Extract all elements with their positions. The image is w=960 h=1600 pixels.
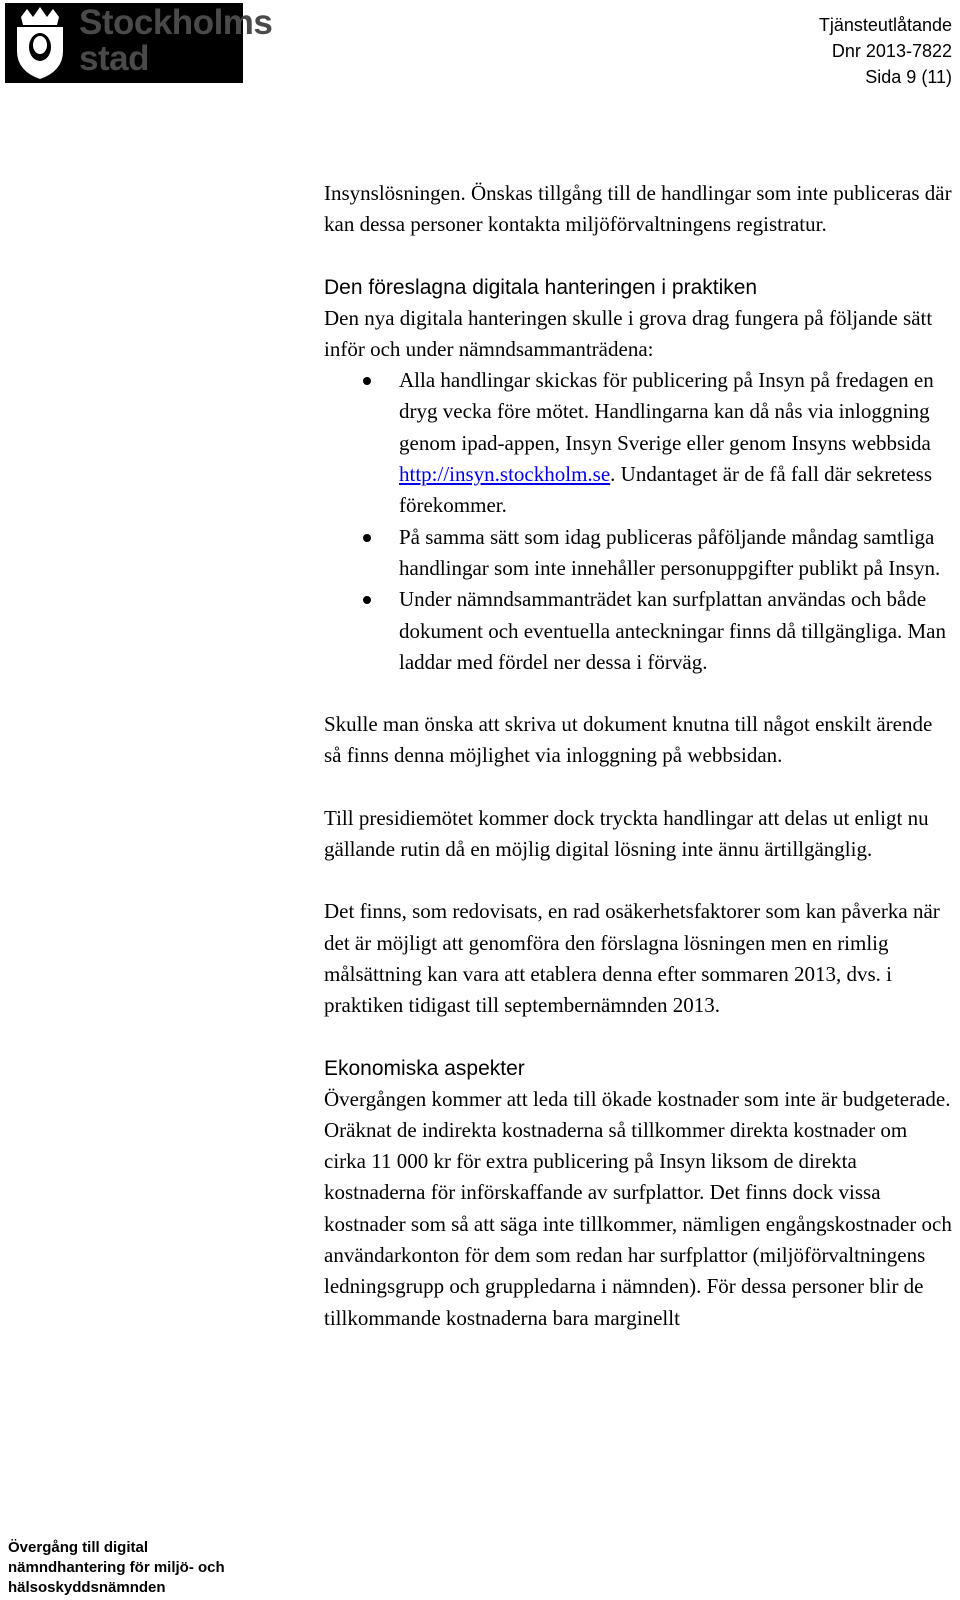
logo-wordmark: Stockholms stad (79, 3, 273, 78)
list-item: Alla handlingar skickas för publicering på Insyn på fredagen en dryg vecka före mötet. Handlingarna kan då nås via inloggning genom ipad-appen, Insyn Sverige eller genom Insyns webbsida http://insyn.stockholm.se. Undantaget är de få fall där sekretess förekommer. (324, 365, 954, 521)
bullet-list (324, 365, 954, 678)
page-indicator: Sida 9 (11) (865, 67, 952, 87)
document-footer: Övergång till digital nämndhantering för miljö- och hälsoskyddsnämnden (8, 1539, 225, 1596)
document-type: Tjänsteutlåtande (818, 15, 952, 35)
stockholms-stad-logo (5, 3, 273, 83)
crown-emblem-icon (9, 7, 71, 79)
document-body (324, 178, 954, 1334)
paragraph: Det finns, som redovisats, en rad osäkerhetsfaktorer som kan påverka när det är möjligt att genomföra den förslagna lösningen men en rimlig målsättning kan vara att etablera denna efter sommaren 2013, dvs. i praktiken tidigast till septembernämnden 2013. (324, 899, 940, 1018)
list-item: På samma sätt som idag publiceras påföljande måndag samtliga handlingar som inte innehåller personuppgifter publikt på Insyn. (324, 522, 954, 585)
list-item: Under nämndsammanträdet kan surfplattan användas och både dokument och eventuella anteckningar finns då tillgängliga. Man laddar med fördel ner dessa i förväg. (324, 584, 954, 678)
paragraph: Övergången kommer att leda till ökade kostnader som inte är budgeterade. Oräknat de indirekta kostnaderna så tillkommer direkta kostnader om cirka 11 000 kr för extra publicering på Insyn liksom de direkta kostnaderna för införskaffande av surfplattor. Det finns dock vissa kostnader som så att säga inte tillkommer, nämligen engångskostnader och användarkonton för dem som redan har surfplattor (miljöförvaltningens ledningsgrupp och gruppledarna i nämnden). För dessa personer blir de tillkommande kostnaderna bara marginellt (324, 1086, 952, 1330)
section-heading: Den föreslagna digitala hanteringen i praktiken (324, 275, 758, 299)
paragraph: Insynslösningen. Önskas tillgång till de handlingar som inte publiceras där kan dessa personer kontakta miljöförvaltningens registratur. (324, 181, 952, 237)
document-header-meta (819, 12, 952, 90)
section-heading: Ekonomiska aspekter (324, 1056, 525, 1080)
document-number: Dnr 2013-7822 (831, 41, 952, 61)
paragraph: Skulle man önska att skriva ut dokument knutna till något enskilt ärende så finns denna möjlighet via inloggning på webbsidan. (324, 712, 933, 768)
bullet-icon (363, 596, 371, 604)
paragraph: Till presidiemötet kommer dock tryckta handlingar att delas ut enligt nu gällande rutin då en möjlig digital lösning inte ännu ärtillgänglig. (324, 805, 929, 862)
bullet-icon (363, 534, 371, 542)
insyn-link[interactable]: http://insyn.stockholm.se (399, 462, 611, 487)
bullet-icon (363, 377, 371, 385)
paragraph: Den nya digitala hanteringen skulle i grova drag fungera på följande sätt inför och under nämndsammanträdena: (324, 305, 933, 361)
